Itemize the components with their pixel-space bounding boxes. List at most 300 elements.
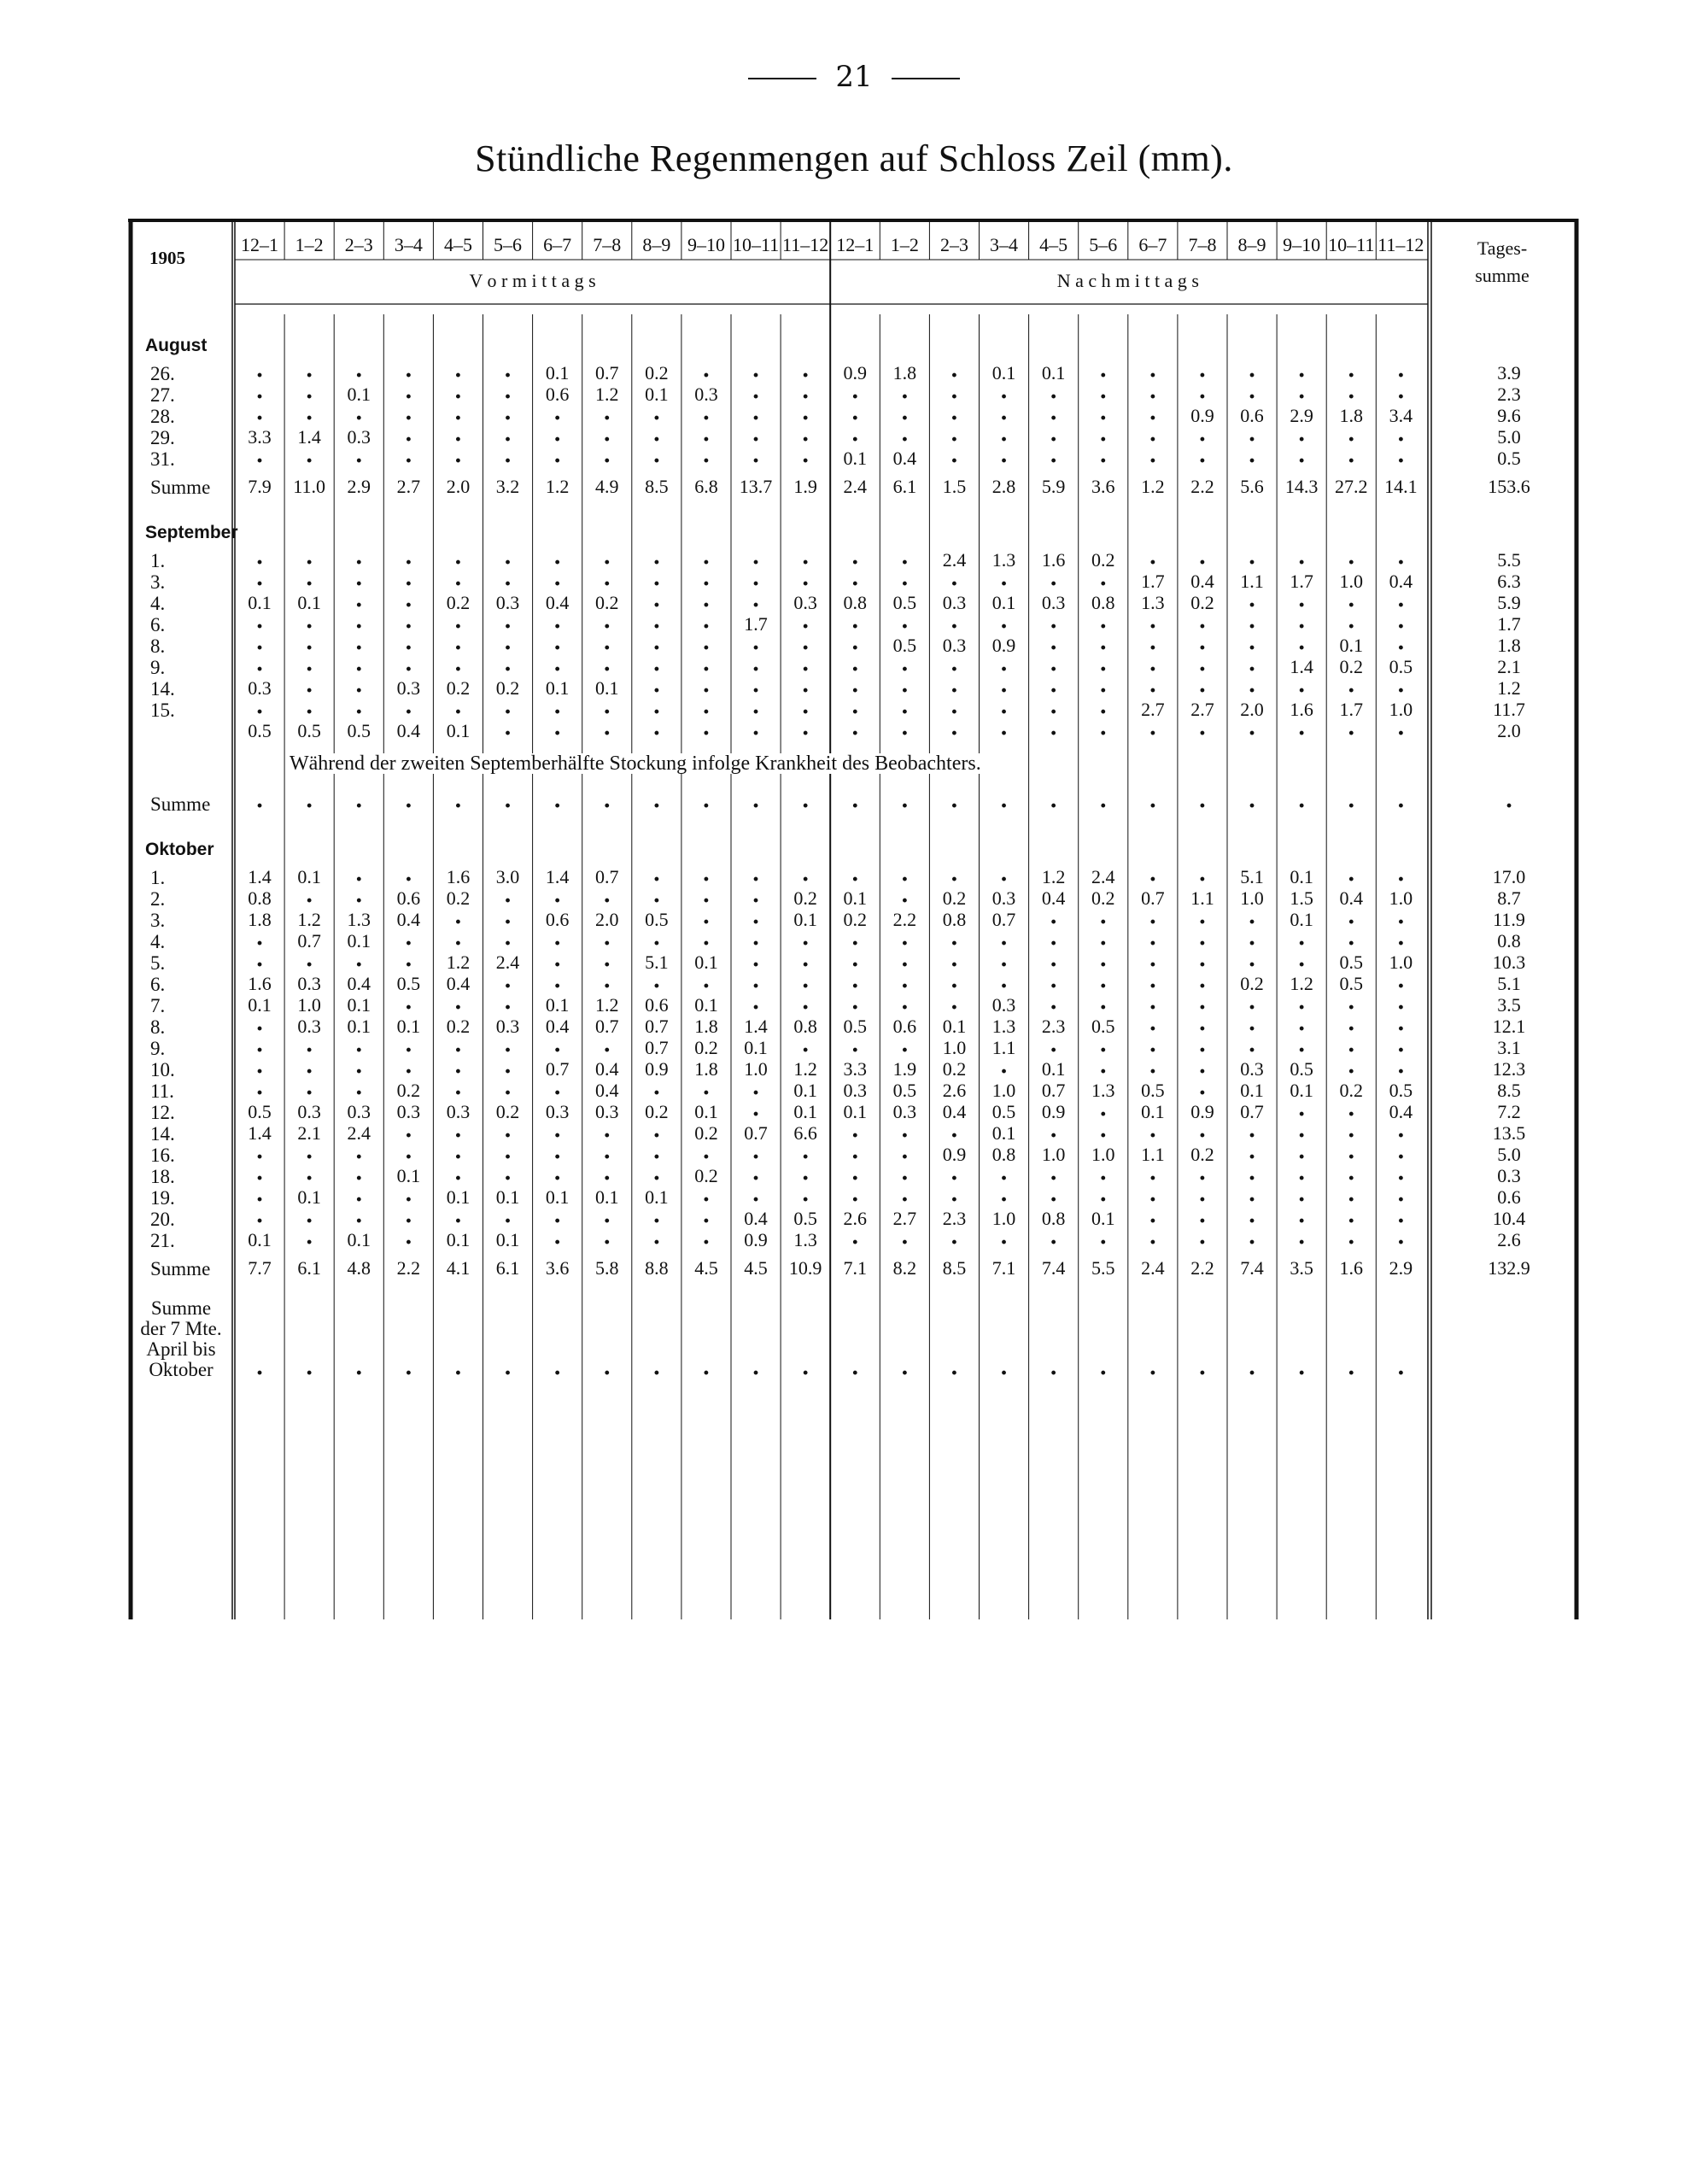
day-row-cell: 0.6 (545, 909, 570, 930)
day-row-cell: . (652, 1117, 661, 1143)
day-row-cell: . (404, 400, 412, 425)
day-row-cell: 1.3 (347, 909, 371, 930)
day-row-cell: . (652, 672, 661, 698)
day-row-cell: . (752, 651, 760, 676)
day-row-cell: 0.1 (1290, 909, 1313, 930)
day-row-cell: . (1248, 1010, 1256, 1036)
day-row-cell: 0.1 (1290, 1080, 1313, 1101)
day-row-cell: . (801, 565, 810, 591)
day-row-cell: . (1198, 1117, 1207, 1143)
day-row-cell: 0.8 (1091, 592, 1115, 613)
day-row-cell: 1.2 (446, 951, 471, 973)
day-row-cell: . (354, 1181, 363, 1207)
day-row-cell: 0.2 (1190, 1144, 1214, 1165)
day-row-cell: . (1198, 968, 1207, 993)
day-row-cell: 1.4 (248, 1122, 272, 1144)
day-row-cell: . (255, 1139, 264, 1164)
day-label: 31. (150, 448, 175, 470)
day-row-cell: . (1099, 904, 1108, 929)
day-row-cell: . (1198, 904, 1207, 929)
day-row-cell: . (504, 1160, 512, 1186)
day-row-cell: 0.5 (347, 720, 371, 741)
day-row-cell: . (504, 544, 512, 570)
day-row-cell: . (553, 629, 562, 655)
day-row-cell: 1.2 (595, 384, 619, 405)
day-row-cell: . (1149, 378, 1157, 404)
day-row-cell: 0.2 (495, 1101, 520, 1122)
day-row-cell: . (801, 1160, 810, 1186)
day-row-cell: . (1000, 421, 1009, 447)
day-row-cell: . (851, 1224, 859, 1250)
day-row-cell: . (702, 968, 711, 993)
day-row-cell: . (1297, 357, 1306, 383)
day-row-cell: . (255, 1032, 264, 1057)
day-row-cell: . (1347, 715, 1355, 741)
day-label: 16. (150, 1145, 175, 1166)
day-row-cell: 0.8 (793, 1016, 817, 1037)
day-row-cell: . (1347, 1096, 1355, 1121)
day-row-cell: . (553, 1139, 562, 1164)
day-row-cell: 0.1 (1240, 1080, 1264, 1101)
day-row-cell: 1.0 (1389, 951, 1413, 973)
day-row-cell: 2.1 (297, 1122, 321, 1144)
day-row-cell: . (652, 565, 661, 591)
day-row-cell: . (950, 861, 958, 887)
day-row-cell: . (255, 442, 264, 468)
day-row-cell: . (1050, 1160, 1058, 1186)
day-row-total: 2.6 (1497, 1229, 1521, 1250)
day-row-cell: . (1396, 378, 1405, 404)
summe-row-cell: . (1000, 788, 1009, 813)
day-row-cell: . (1396, 715, 1405, 741)
day-row-cell: 0.8 (248, 887, 272, 909)
day-row-cell: . (950, 608, 958, 634)
year-label: 1905 (149, 248, 185, 268)
day-row-cell: . (1396, 904, 1405, 929)
day-row-cell: . (255, 378, 264, 404)
day-row-cell: 0.5 (248, 720, 272, 741)
day-row-cell: 0.1 (248, 592, 272, 613)
day-row-cell: . (1198, 672, 1207, 698)
day-row-cell: . (1396, 1032, 1405, 1057)
day-row-cell: 2.3 (1041, 1016, 1066, 1037)
day-row-cell: 0.1 (1141, 1101, 1165, 1122)
day-row-cell: . (1347, 989, 1355, 1015)
day-row-cell: 0.1 (694, 1101, 718, 1122)
day-row-cell: 0.3 (942, 592, 967, 613)
summe-row-cell: 6.1 (495, 1257, 520, 1279)
day-row-cell: . (553, 968, 562, 993)
day-row-cell: . (1248, 1181, 1256, 1207)
day-row-cell: 0.7 (645, 1016, 669, 1037)
day-row-cell: 0.2 (793, 887, 817, 909)
day-row-cell: . (553, 565, 562, 591)
day-row-cell: . (1149, 861, 1157, 887)
day-row-cell: 1.7 (1339, 699, 1363, 720)
day-row-cell: 0.8 (991, 1144, 1016, 1165)
day-row-cell: . (752, 968, 760, 993)
day-row-cell: . (1297, 608, 1306, 634)
day-row-cell: . (453, 608, 462, 634)
day-row-cell: . (354, 1139, 363, 1164)
day-row-cell: 2.6 (843, 1208, 867, 1229)
day-row-cell: 0.1 (595, 1186, 619, 1208)
hour-header-pm: 8–9 (1237, 234, 1266, 255)
summe-row-cell: 3.6 (545, 1257, 570, 1279)
day-row-cell: . (702, 1139, 711, 1164)
day-label: 1. (150, 550, 166, 571)
day-row-cell: 1.0 (991, 1080, 1016, 1101)
day-row-cell: . (702, 544, 711, 570)
day-row-cell: . (504, 608, 512, 634)
day-row-cell: 0.4 (1389, 1101, 1413, 1122)
day-row-cell: . (255, 1203, 264, 1228)
day-row-cell: 0.5 (1339, 973, 1363, 994)
summe-row-cell: 5.6 (1240, 476, 1264, 497)
day-row-cell: 2.2 (892, 909, 917, 930)
day-row-cell: . (851, 378, 859, 404)
day-row-cell: . (1050, 608, 1058, 634)
day-row-cell: . (900, 421, 909, 447)
day-row-cell: . (1347, 1181, 1355, 1207)
day-label: 14. (150, 1123, 175, 1145)
day-row-cell: . (1248, 1117, 1256, 1143)
day-row-cell: . (1248, 715, 1256, 741)
day-row-cell: . (851, 1160, 859, 1186)
day-row-cell: . (801, 968, 810, 993)
day-row-cell: . (404, 989, 412, 1015)
day-row-cell: . (801, 946, 810, 972)
day-row-cell: . (354, 442, 363, 468)
day-row-cell: . (950, 565, 958, 591)
day-row-cell: 0.1 (991, 592, 1016, 613)
day-row-cell: . (1149, 1032, 1157, 1057)
hour-header-pm: 10–11 (1328, 234, 1375, 255)
day-row-cell: 0.1 (396, 1016, 421, 1037)
day-row-cell: . (553, 1074, 562, 1100)
day-row-total: 17.0 (1492, 866, 1526, 887)
day-row-cell: . (1396, 629, 1405, 655)
day-row-cell: . (900, 672, 909, 698)
day-row-cell: . (801, 694, 810, 719)
day-row-cell: . (1396, 989, 1405, 1015)
day-row-cell: . (305, 882, 313, 908)
hour-header-am: 12–1 (241, 234, 279, 255)
day-row-cell: . (950, 357, 958, 383)
summe-row-cell: 4.9 (595, 476, 619, 497)
grand-summe-row-cell: . (950, 1355, 958, 1380)
day-row-cell: 0.2 (595, 592, 619, 613)
day-row-cell: 2.7 (1141, 699, 1165, 720)
hour-header-pm: 9–10 (1283, 234, 1321, 255)
day-label: 2. (150, 888, 166, 910)
day-row-cell: . (950, 378, 958, 404)
day-row-cell: . (305, 608, 313, 634)
day-row-cell: . (305, 1032, 313, 1057)
day-row-cell: . (1396, 421, 1405, 447)
day-row-cell: 2.6 (942, 1080, 967, 1101)
hour-header-pm: 1–2 (890, 234, 919, 255)
summe-row-cell: . (553, 788, 562, 813)
day-row-cell: 1.0 (1240, 887, 1264, 909)
grand-summe-row-cell: . (1297, 1355, 1306, 1380)
day-row-cell: 0.8 (1041, 1208, 1066, 1229)
day-row-cell: 0.4 (1339, 887, 1363, 909)
day-row-cell: . (504, 1053, 512, 1079)
day-row-cell: 0.5 (1141, 1080, 1165, 1101)
day-row-cell: . (900, 544, 909, 570)
summe-row-cell: 6.1 (297, 1257, 321, 1279)
day-row-cell: . (404, 1139, 412, 1164)
day-row-cell: . (504, 904, 512, 929)
day-row-total: 1.8 (1497, 635, 1521, 656)
day-row-cell: 0.7 (1041, 1080, 1066, 1101)
day-row-cell: . (603, 1139, 611, 1164)
day-row-cell: . (702, 861, 711, 887)
day-row-cell: . (1297, 421, 1306, 447)
day-row-cell: . (404, 442, 412, 468)
observer-note: Während der zweiten Septemberhälfte Stockung infolge Krankheit des Beobachters. (286, 753, 985, 774)
day-row-cell: . (1149, 1203, 1157, 1228)
day-label: 21. (150, 1230, 175, 1251)
day-row-cell: . (1149, 421, 1157, 447)
day-label: 28. (150, 406, 175, 427)
hour-header-pm: 5–6 (1089, 234, 1118, 255)
day-row-cell: . (354, 587, 363, 612)
day-row-cell: . (851, 946, 859, 972)
day-row-cell: 0.1 (843, 448, 867, 469)
day-row-cell: . (1198, 1203, 1207, 1228)
day-row-cell: . (603, 421, 611, 447)
day-row-cell: . (553, 442, 562, 468)
day-row-total: 12.3 (1492, 1058, 1526, 1080)
hour-header-am: 4–5 (443, 234, 472, 255)
day-row-cell: 0.1 (793, 1080, 817, 1101)
day-row-cell: . (404, 608, 412, 634)
day-row-cell: . (950, 694, 958, 719)
day-row-cell: . (1198, 421, 1207, 447)
day-row-cell: . (453, 1160, 462, 1186)
day-row-cell: . (1198, 861, 1207, 887)
day-row-cell: . (1198, 1010, 1207, 1036)
day-row-cell: . (404, 378, 412, 404)
day-row-cell: . (702, 1203, 711, 1228)
day-row-cell: . (1347, 861, 1355, 887)
day-row-cell: . (702, 587, 711, 612)
day-row-cell: . (305, 946, 313, 972)
day-row-total: 0.8 (1497, 930, 1521, 951)
day-row-cell: 0.2 (446, 592, 471, 613)
day-row-cell: . (950, 715, 958, 741)
day-row-cell: 0.2 (694, 1037, 718, 1058)
day-row-cell: 0.6 (645, 994, 669, 1016)
day-row-cell: . (652, 1139, 661, 1164)
day-row-cell: 0.1 (495, 1186, 520, 1208)
day-row-total: 9.6 (1497, 405, 1521, 426)
day-row-cell: 0.1 (744, 1037, 768, 1058)
summe-row-cell: . (851, 788, 859, 813)
day-row-cell: . (553, 882, 562, 908)
day-row-cell: . (1099, 651, 1108, 676)
day-row-cell: . (404, 587, 412, 612)
day-row-cell: . (603, 1203, 611, 1228)
day-row-cell: . (553, 1117, 562, 1143)
day-row-cell: . (1198, 1160, 1207, 1186)
day-row-cell: . (354, 629, 363, 655)
day-row-cell: 0.3 (495, 1016, 520, 1037)
day-row-cell: . (603, 544, 611, 570)
day-row-cell: 3.3 (843, 1058, 867, 1080)
summe-row-cell: 5.9 (1041, 476, 1066, 497)
day-row-cell: . (453, 629, 462, 655)
day-label: 10. (150, 1059, 175, 1080)
summe-row-total: . (1505, 788, 1513, 813)
day-row-cell: . (305, 1053, 313, 1079)
summe-row-cell: . (404, 788, 412, 813)
summe-row-cell: . (255, 788, 264, 813)
grand-summe-row-cell: . (752, 1355, 760, 1380)
day-row-cell: . (1347, 378, 1355, 404)
day-row-cell: . (305, 565, 313, 591)
grand-summe-label: Oktober (149, 1359, 214, 1380)
day-row-cell: 3.0 (495, 866, 520, 887)
day-row-cell: . (851, 968, 859, 993)
day-row-cell: . (1396, 672, 1405, 698)
day-row-cell: . (1297, 1224, 1306, 1250)
day-row-cell: 0.7 (744, 1122, 768, 1144)
day-row-cell: . (404, 1032, 412, 1057)
day-row-cell: . (1198, 715, 1207, 741)
day-row-cell: 0.6 (892, 1016, 917, 1037)
day-row-cell: 1.3 (991, 1016, 1016, 1037)
day-row-cell: 0.5 (248, 1101, 272, 1122)
day-row-cell: . (1050, 421, 1058, 447)
day-row-cell: . (1099, 715, 1108, 741)
day-row-cell: . (603, 629, 611, 655)
day-row-cell: . (1149, 672, 1157, 698)
summe-row-cell: . (504, 788, 512, 813)
day-row-cell: . (1248, 629, 1256, 655)
day-row-total: 5.5 (1497, 549, 1521, 571)
day-row-cell: . (404, 629, 412, 655)
day-row-cell: . (1149, 651, 1157, 676)
day-row-cell: 0.5 (843, 1016, 867, 1037)
day-label: 7. (150, 995, 166, 1016)
day-row-cell: . (1297, 1160, 1306, 1186)
day-row-cell: . (1099, 968, 1108, 993)
day-row-cell: . (1396, 1181, 1405, 1207)
day-row-cell: 1.0 (991, 1208, 1016, 1229)
day-row-cell: 0.7 (1240, 1101, 1264, 1122)
summe-row-cell: 2.0 (446, 476, 471, 497)
day-row-cell: 0.9 (843, 362, 867, 384)
hour-header-am: 6–7 (543, 234, 572, 255)
day-row-cell: . (1099, 672, 1108, 698)
grand-summe-row-cell: . (305, 1355, 313, 1380)
day-row-cell: . (553, 925, 562, 951)
day-row-cell: . (900, 565, 909, 591)
day-row-cell: 0.9 (991, 635, 1016, 656)
day-row-cell: . (1050, 1117, 1058, 1143)
day-row-cell: . (900, 651, 909, 676)
summe-row-cell: . (1149, 788, 1157, 813)
day-row-cell: . (702, 651, 711, 676)
day-row-cell: . (603, 608, 611, 634)
grand-summe-row-cell: . (453, 1355, 462, 1380)
day-row-cell: 0.1 (595, 677, 619, 699)
day-row-cell: 0.3 (396, 677, 421, 699)
day-row-cell: 0.4 (892, 448, 917, 469)
summe-label: Summe (150, 477, 211, 498)
day-row-cell: . (1198, 629, 1207, 655)
day-row-cell: . (900, 925, 909, 951)
day-row-cell: 1.2 (793, 1058, 817, 1080)
day-row-cell: . (1000, 565, 1009, 591)
grand-summe-row-cell: . (1050, 1355, 1058, 1380)
day-row-cell: 1.4 (297, 426, 321, 448)
day-row-cell: . (1396, 1139, 1405, 1164)
day-row-cell: . (900, 1117, 909, 1143)
day-row-cell: . (702, 882, 711, 908)
day-row-cell: . (1198, 357, 1207, 383)
day-row-cell: . (1149, 925, 1157, 951)
day-row-cell: . (801, 925, 810, 951)
day-row-cell: . (1347, 904, 1355, 929)
day-row-cell: 1.3 (991, 549, 1016, 571)
day-label: 6. (150, 614, 166, 635)
summe-row-cell: . (305, 788, 313, 813)
day-row-cell: 0.1 (1041, 362, 1066, 384)
day-row-cell: . (504, 442, 512, 468)
day-label: 8. (150, 635, 166, 657)
day-row-cell: . (1248, 421, 1256, 447)
day-row-total: 0.5 (1497, 448, 1521, 469)
hour-header-am: 3–4 (394, 234, 423, 255)
day-row-cell: . (950, 651, 958, 676)
day-row-cell: 0.1 (495, 1229, 520, 1250)
day-row-cell: . (950, 421, 958, 447)
day-row-cell: . (851, 651, 859, 676)
day-row-cell: . (453, 925, 462, 951)
day-row-cell: . (1050, 672, 1058, 698)
day-row-cell: . (652, 421, 661, 447)
day-row-cell: . (801, 400, 810, 425)
summe-row-cell: . (453, 788, 462, 813)
day-row-cell: . (950, 1160, 958, 1186)
day-row-cell: . (1347, 1053, 1355, 1079)
summe-row-cell: 2.2 (1190, 476, 1214, 497)
day-row-cell: . (553, 421, 562, 447)
day-row-cell: . (305, 1224, 313, 1250)
day-row-cell: . (305, 357, 313, 383)
day-row-cell: . (900, 1224, 909, 1250)
day-row-cell: 0.1 (645, 384, 669, 405)
day-row-cell: 0.7 (297, 930, 321, 951)
day-row-cell: . (305, 1203, 313, 1228)
day-row-cell: . (900, 989, 909, 1015)
hour-header-pm: 12–1 (836, 234, 874, 255)
day-row-cell: . (504, 694, 512, 719)
day-row-cell: . (1297, 1139, 1306, 1164)
summe-row-total: 132.9 (1488, 1257, 1530, 1279)
day-row-cell: 1.0 (297, 994, 321, 1016)
day-row-cell: 0.1 (545, 1186, 570, 1208)
day-row-cell: 0.8 (843, 592, 867, 613)
day-row-cell: . (1248, 1032, 1256, 1057)
day-row-cell: 1.4 (545, 866, 570, 887)
day-label: 6. (150, 974, 166, 995)
grand-summe-row-cell: . (1099, 1355, 1108, 1380)
